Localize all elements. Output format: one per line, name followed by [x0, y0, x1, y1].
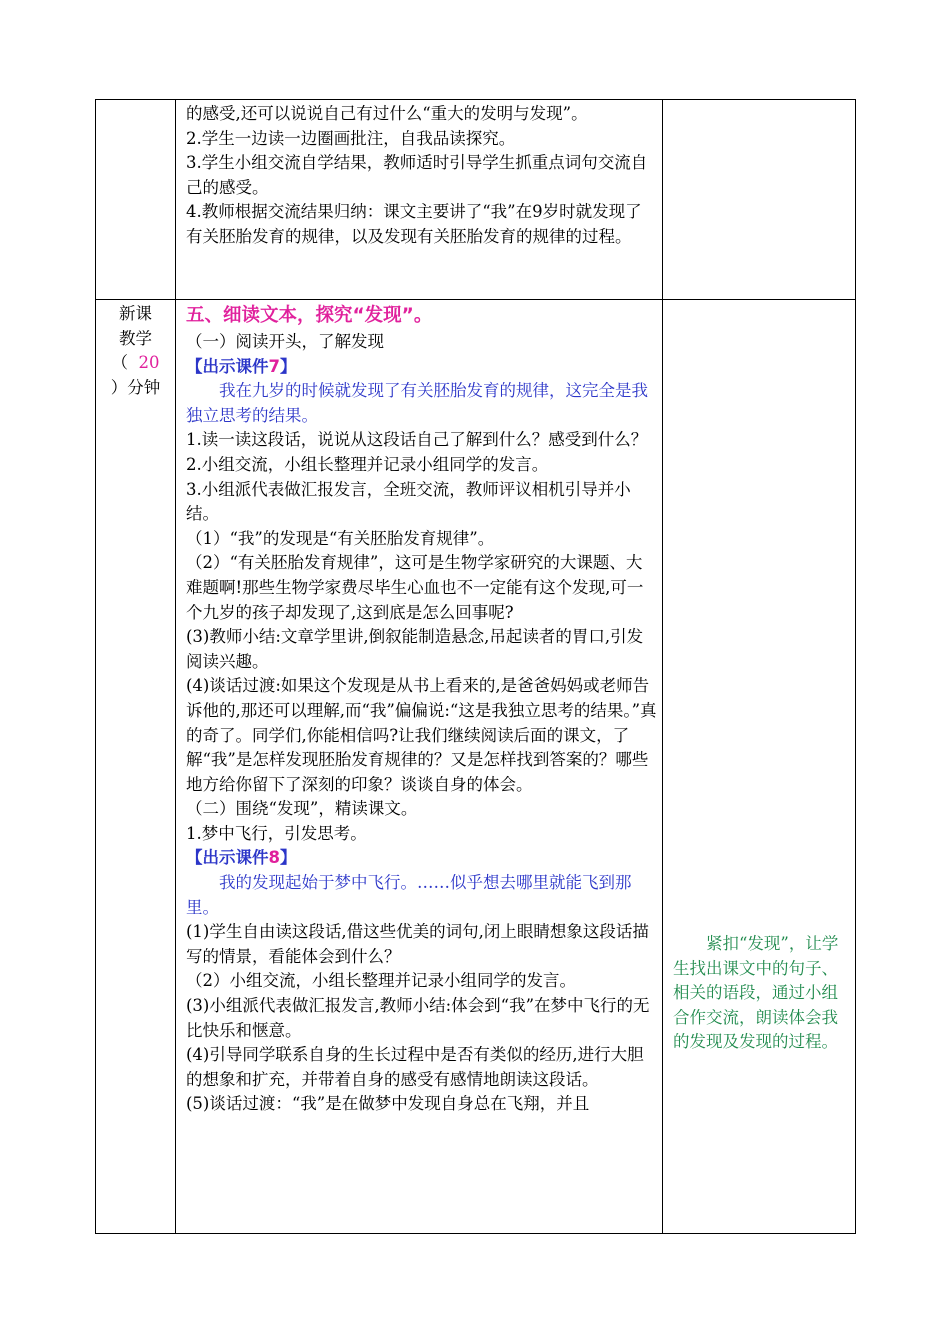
step-text: 3.小组派代表做汇报发言，全班交流，教师评议相机引导并小结。 [186, 479, 631, 524]
step-text: 2.小组交流，小组长整理并记录小组同学的发言。 [186, 454, 549, 474]
content-cell [176, 300, 663, 1234]
note-cell [663, 100, 856, 300]
text-line: 4.教师根据交流结果归纳：课文主要讲了“我”在9岁时就发现了有关胚胎发育的规律，以及发现有关胚胎发育的规律的过程。 [186, 202, 642, 246]
table-row [96, 100, 856, 300]
step-text: 1.读一读这段话，说说从这段话自己了解到什么？感受到什么？ [186, 430, 648, 450]
note-cell [663, 300, 856, 1234]
step-text: （1）“我”的发现是“有关胚胎发育规律”。 [186, 528, 495, 548]
design-note: 紧扣“发现”，让学生找出课文中的句子、相关的语段，通过小组合作交流，朗读体会我的发现及发现的过程。 [673, 934, 839, 1052]
step-text: （2）小组交流，小组长整理并记录小组同学的发言。 [186, 971, 576, 991]
text-line: 的感受,还可以说说自己有过什么“重大的发明与发现”。 [186, 104, 588, 123]
section-heading: 五、细读文本，探究“发现”。 [186, 305, 433, 326]
step-text: (3)小组派代表做汇报发言,教师小结:体会到“我”在梦中飞行的无比快乐和惬意。 [186, 996, 650, 1040]
step-text: （2）“有关胚胎发育规律”，这可是生物学家研究的大课题、大难题啊!那些生物学家费尽毕生心血也不一定能有这个发现,可一个九岁的孩子却发现了,这到底是怎么回事呢? [186, 553, 644, 622]
label-cell [96, 300, 176, 1234]
step-text: (5)谈话过渡：“我”是在做梦中发现自身总在飞翔，并且 [186, 1094, 590, 1114]
lesson-plan-table [95, 99, 856, 1234]
courseware-callout: 【出示课件7】 [186, 356, 297, 376]
content-cell [176, 100, 663, 300]
step-text: (3)教师小结:文章学里讲,倒叙能制造悬念,吊起读者的胃口,引发阅读兴趣。 [186, 627, 644, 671]
text-line: 3.学生小组交流自学结果，教师适时引导学生抓重点词句交流自己的感受。 [186, 153, 648, 197]
step-text: (4)谈话过渡:如果这个发现是从书上看来的,是爸爸妈妈或老师告诉他的,那还可以理解,而“我”偏偏说:“这是我独立思考的结果。”真的奇了。同学们,你能相信吗?让我们继续阅读后面的课文，了解“我”是怎样发现胚胎发育规律的？又是怎样找到答案的？哪些地方给你留下了深刻的印象？谈谈自身的体会。 [186, 676, 657, 794]
sub-heading: （一）阅读开头，了解发现 [186, 332, 384, 351]
section-label: 新课 教学 （ 20 ）分钟 [110, 304, 161, 397]
courseware-callout: 【出示课件8】 [186, 848, 297, 868]
item-text: 1.梦中飞行，引发思考。 [186, 823, 367, 843]
minutes-value: 20 [138, 353, 160, 373]
step-text: (4)引导同学联系自身的生长过程中是否有类似的经历,进行大胆的想象和扩充，并带着自身的感受有感情地朗读这段话。 [186, 1045, 644, 1089]
sub-heading: （二）围绕“发现”，精读课文。 [186, 799, 418, 819]
label-cell [96, 100, 176, 300]
quote-text: 我的发现起始于梦中飞行。……似乎想去哪里就能飞到那里。 [186, 873, 632, 917]
quote-text: 我在九岁的时候就发现了有关胚胎发育的规律，这完全是我独立思考的结果。 [186, 381, 648, 425]
step-text: (1)学生自由读这段话,借这些优美的词句,闭上眼睛想象这段话描写的情景，看能体会到什么？ [186, 922, 649, 966]
table-row [96, 300, 856, 1234]
text-line: 2.学生一边读一边圈画批注，自我品读探究。 [186, 128, 516, 148]
